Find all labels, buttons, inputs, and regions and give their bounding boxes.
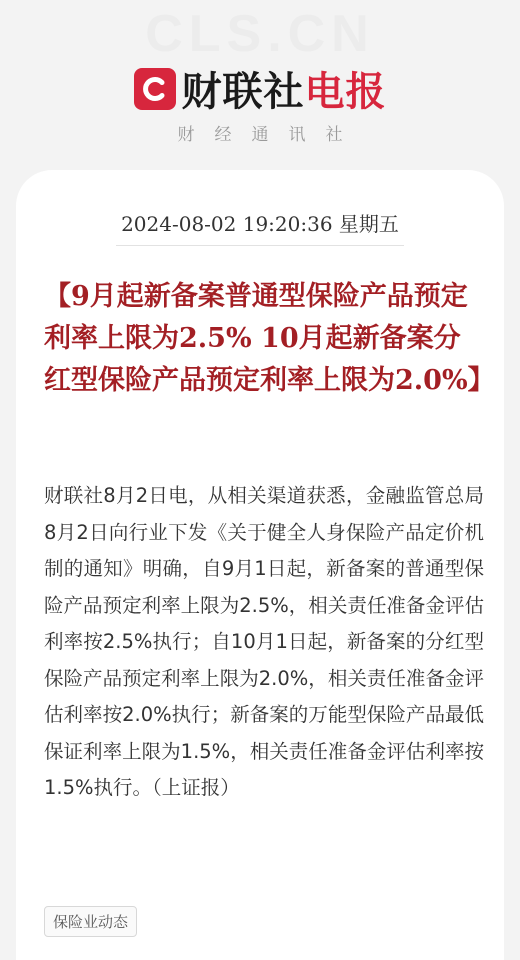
- brand-name: [182, 60, 387, 117]
- brand-name-accent: 电报: [304, 69, 387, 115]
- brand-name-main: 财联社: [181, 69, 305, 115]
- article-datetime: 2024-08-02 19:20:36 星期五: [121, 212, 399, 236]
- article-body: 财联社8月2日电，从相关渠道获悉，金融监管总局8月2日向行业下发《关于健全人身保险产品定价机制的通知》明确，自9月1日起，新备案的普通型保险产品预定利率上限为2.5%，相关责任准备金评估利率按2.5%执行；自10月1日起，新备案的分红型保险产品预定利率上限为2.0%，相关责任准备金评估利率按2.0%执行；新备案的万能型保险产品最低保证利率上限为1.5%，相关责任准备金评估利率按1.5%执行。（上证报）: [44, 484, 484, 799]
- cls-c-logo-icon: [134, 68, 176, 110]
- article-headline: 【9月起新备案普通型保险产品预定利率上限为2.5% 10月起新备案分红型保险产品预定利率上限为2.0%】: [44, 281, 495, 396]
- watermark: CLS.CN: [145, 5, 375, 63]
- brand-subtitle: 财经通讯社: [177, 125, 363, 145]
- brand-header: [0, 60, 520, 117]
- topic-tag[interactable]: 保险业动态: [44, 906, 137, 937]
- divider: [116, 245, 404, 246]
